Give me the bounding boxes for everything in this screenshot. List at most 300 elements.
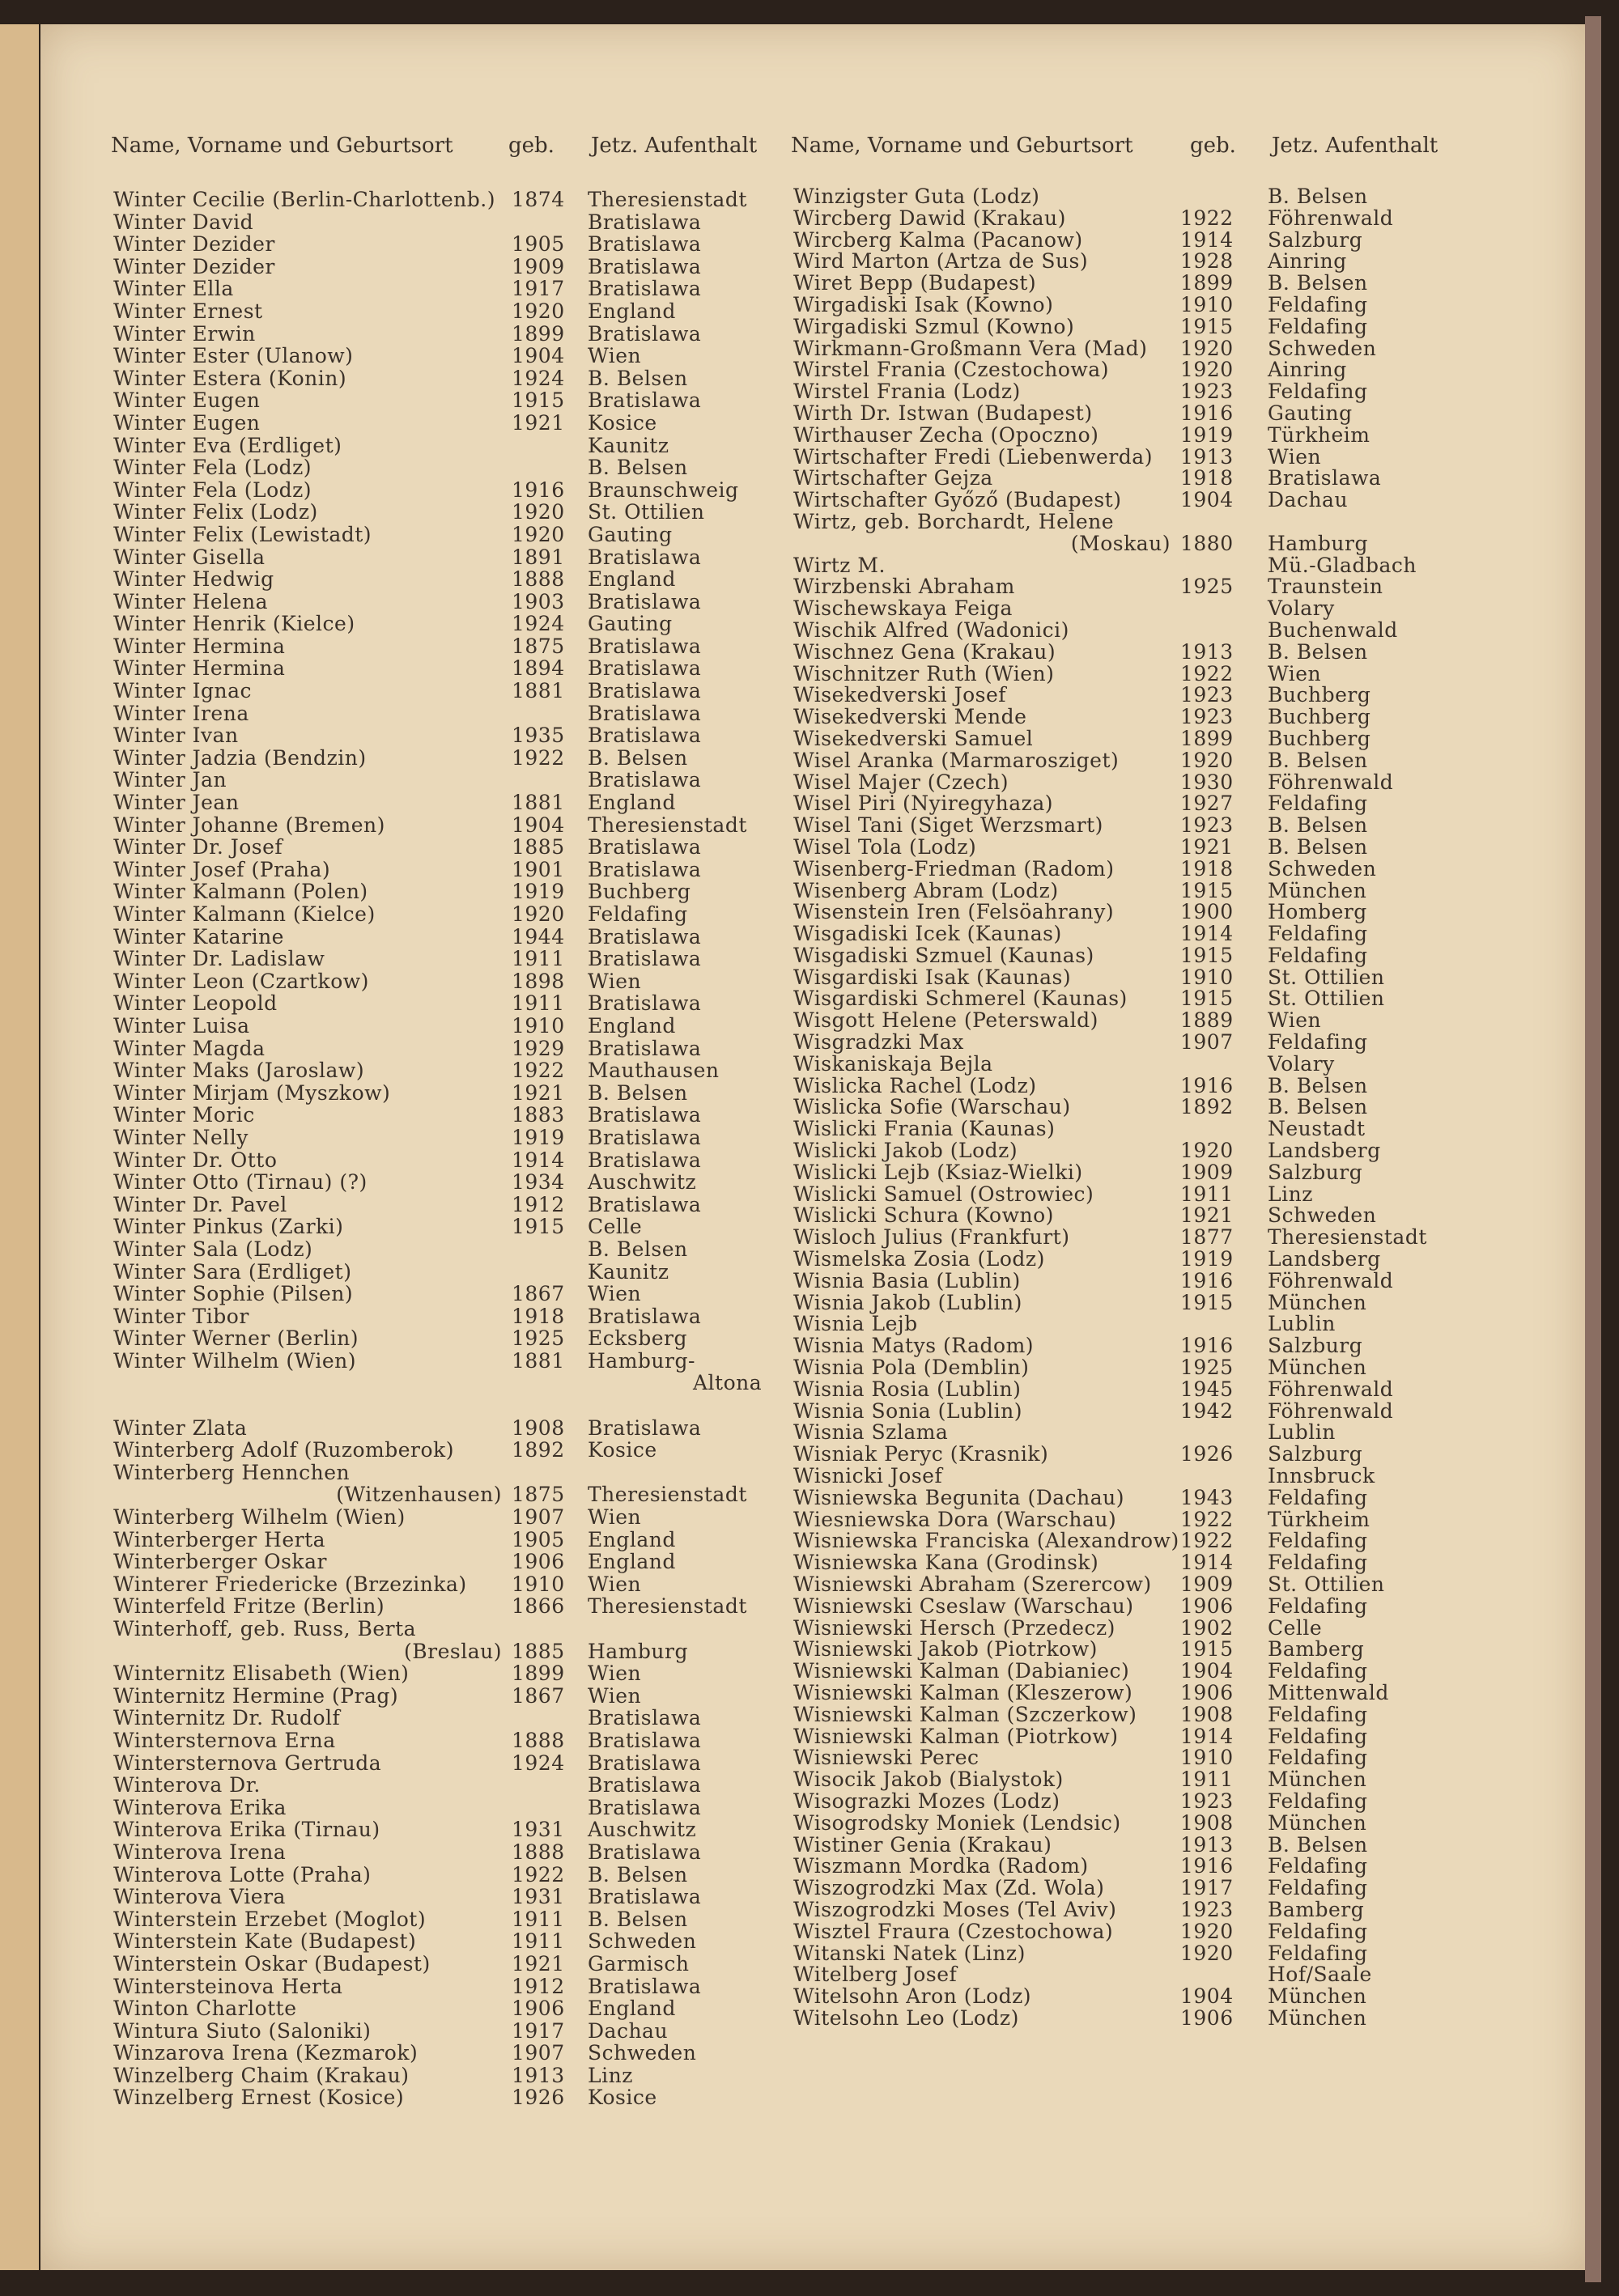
- entry-birth-year: 1911: [512, 1929, 565, 1954]
- entry-name: Wirthauser Zecha (Opoczno): [793, 422, 1099, 447]
- entry-name: Winzarova Irena (Kezmarok): [113, 2041, 419, 2065]
- entry-residence: Föhrenwald: [1268, 1268, 1394, 1292]
- entry-birth-year: 1885: [512, 1639, 565, 1663]
- entry-birth-year: 1916: [1180, 1268, 1234, 1292]
- entry-birth-year: 1920: [1180, 1919, 1234, 1943]
- entry-birth-year: 1920: [512, 522, 565, 546]
- entry-name: Wiszogrodzki Moses (Tel Aviv): [793, 1897, 1117, 1921]
- entry-birth-year: 1919: [512, 880, 565, 904]
- entry-name: Wischnitzer Ruth (Wien): [793, 661, 1055, 685]
- entry-birth-year: 1914: [1180, 1551, 1234, 1575]
- entry-name: Wisniewski Jakob (Piotrkow): [793, 1637, 1098, 1662]
- entry-residence: Bratislawa: [588, 1795, 702, 1819]
- entry-birth-year: 1923: [1180, 683, 1234, 707]
- entry-residence: Feldafing: [1268, 1876, 1368, 1900]
- entry-residence: B. Belsen: [588, 745, 688, 770]
- entry-birth-year: 1931: [512, 1885, 565, 1909]
- entry-name: Wisgadiski Szmuel (Kaunas): [793, 943, 1094, 967]
- entry-residence: Celle: [588, 1215, 643, 1239]
- entry-residence: Volary: [1268, 596, 1335, 621]
- entry-name: Winter Eugen: [113, 388, 261, 413]
- entry-name: Winter Werner (Berlin): [113, 1326, 359, 1351]
- entry-residence: Garmisch: [588, 1951, 690, 1976]
- entry-birth-year: 1912: [512, 1192, 565, 1216]
- entry-birth-year: 1913: [1180, 1832, 1234, 1857]
- entry-residence: Dachau: [1268, 488, 1349, 512]
- entry-name: Wisgradzki Max: [793, 1030, 964, 1055]
- entry-birth-year: 1916: [1180, 1334, 1234, 1358]
- entry-residence: England: [588, 299, 676, 323]
- entry-name: Wird Marton (Artza de Sus): [793, 249, 1089, 274]
- entry-residence: Feldafing: [1268, 922, 1368, 946]
- entry-birth-year: 1908: [1180, 1702, 1234, 1726]
- entry-birth-year: 1926: [512, 2086, 565, 2110]
- entry-residence: Wien: [588, 1683, 642, 1708]
- entry-residence: Bratislawa: [588, 857, 702, 881]
- entry-name: Winter Cecilie (Berlin-Charlottenb.): [113, 188, 495, 211]
- entry-birth-year: 1920: [512, 500, 565, 524]
- entry-birth-year: 1881: [512, 679, 565, 703]
- entry-name: Wisnia Lejb: [793, 1312, 918, 1336]
- entry-residence: München: [1268, 1810, 1367, 1835]
- entry-residence: Theresienstadt: [588, 1483, 747, 1507]
- entry-birth-year: 1910: [512, 1013, 565, 1038]
- entry-birth-year: 1930: [1180, 770, 1234, 794]
- entry-residence: München: [1268, 1984, 1367, 2009]
- entry-birth-year: 1924: [512, 1751, 565, 1775]
- entry-name: Wisekedverski Mende: [793, 705, 1027, 729]
- entry-residence: B. Belsen: [1268, 834, 1368, 859]
- entry-residence: Schweden: [1268, 1203, 1377, 1228]
- previous-page-edge: [0, 24, 39, 2270]
- entry-name: Wircberg Dawid (Krakau): [793, 206, 1066, 230]
- entry-birth-year: 1931: [512, 1818, 565, 1842]
- entry-name: Winzigster Guta (Lodz): [793, 185, 1040, 208]
- entry-birth-year: 1915: [1180, 878, 1234, 902]
- entry-residence: Salzburg: [1268, 227, 1363, 252]
- entry-name: Winter Ester (Ulanow): [113, 344, 354, 368]
- entry-birth-year: 1904: [512, 344, 565, 368]
- entry-name: Wirtz M.: [793, 553, 886, 577]
- entry-birth-year: 1920: [1180, 336, 1234, 360]
- entry-birth-year: 1926: [1180, 1442, 1234, 1466]
- entry-residence: Bratislawa: [588, 701, 702, 725]
- entry-residence: B. Belsen: [1268, 185, 1368, 208]
- entry-name: Wirtschafter Fredi (Liebenwerda): [793, 444, 1153, 469]
- entry-residence: Bratislawa: [588, 1103, 702, 1127]
- entry-name: Winterstein Kate (Budapest): [113, 1929, 417, 1954]
- entry-residence: Feldafing: [1268, 1789, 1368, 1813]
- entry-birth-year: 1911: [1180, 1182, 1234, 1206]
- entry-residence: Wien: [588, 344, 642, 368]
- entry-birth-year: 1913: [1180, 639, 1234, 664]
- entry-name: Witelsohn Aron (Lodz): [793, 1984, 1032, 2009]
- entry-residence: Theresienstadt: [588, 1594, 747, 1619]
- entry-residence: Wien: [588, 1282, 642, 1306]
- entry-name: Winter Wilhelm (Wien): [113, 1348, 357, 1373]
- entry-residence: B. Belsen: [588, 456, 688, 480]
- entry-birth-year: 1919: [512, 1125, 565, 1149]
- entry-residence: Hamburg-: [588, 1348, 695, 1373]
- entry-residence: Gauting: [588, 612, 673, 636]
- entry-residence: St. Ottilien: [1268, 965, 1385, 989]
- entry-name: Wircberg Kalma (Pacanow): [793, 227, 1083, 252]
- entry-name: Wisniak Peryc (Krasnik): [793, 1442, 1049, 1466]
- entry-name: Winterova Viera: [113, 1885, 286, 1909]
- entry-residence: Kaunitz: [588, 433, 669, 457]
- entry-residence: Bamberg: [1268, 1897, 1365, 1921]
- entry-name: Wirgadiski Szmul (Kowno): [793, 314, 1075, 338]
- entry-residence: München: [1268, 878, 1367, 902]
- entry-birth-year: 1881: [512, 1348, 565, 1373]
- entry-birth-year: 1912: [512, 1974, 565, 1998]
- entry-name: Winzelberg Ernest (Kosice): [113, 2086, 405, 2110]
- entry-name: Winter Leopold: [113, 991, 278, 1016]
- entry-birth-year: 1921: [1180, 834, 1234, 859]
- entry-residence: Föhrenwald: [1268, 1398, 1394, 1423]
- entry-residence: Bratislawa: [588, 277, 702, 301]
- entry-name: Wirth Dr. Istwan (Budapest): [793, 401, 1093, 425]
- entry-birth-year: 1907: [512, 1505, 565, 1530]
- entry-residence: B. Belsen: [1268, 639, 1368, 664]
- entry-name: Wiskaniskaja Bejla: [793, 1051, 993, 1076]
- entry-name-continuation: (Witzenhausen): [336, 1483, 502, 1507]
- entry-birth-year: 1907: [512, 2041, 565, 2065]
- entry-residence: Linz: [588, 2063, 633, 2087]
- entry-birth-year: 1908: [1180, 1810, 1234, 1835]
- entry-name: Wisniewski Kalman (Piotrkow): [793, 1724, 1119, 1748]
- entry-residence: B. Belsen: [588, 1862, 688, 1886]
- entry-residence: Buchberg: [1268, 726, 1371, 750]
- entry-name: Wisniewski Kalman (Kleszerow): [793, 1680, 1133, 1704]
- entry-birth-year: 1906: [512, 1997, 565, 2021]
- entry-name: Wisniewski Abraham (Szerercow): [793, 1572, 1152, 1596]
- entry-residence: B. Belsen: [1268, 271, 1368, 295]
- entry-name: Winter Dr. Otto: [113, 1148, 278, 1172]
- entry-residence: Feldafing: [1268, 1030, 1368, 1055]
- entry-name: Wisnia Matys (Radom): [793, 1334, 1035, 1358]
- entry-name: Winter Dr. Josef: [113, 835, 283, 859]
- entry-name: Wislicki Samuel (Ostrowiec): [793, 1182, 1094, 1206]
- entry-residence: Feldafing: [1268, 943, 1368, 967]
- entry-residence: Wien: [588, 969, 642, 993]
- entry-residence: Schweden: [1268, 336, 1377, 360]
- entry-birth-year: 1935: [512, 724, 565, 748]
- entry-name: Winzelberg Chaim (Krakau): [113, 2063, 410, 2087]
- entry-name: Wisograzki Mozes (Lodz): [793, 1789, 1060, 1813]
- entry-birth-year: 1891: [512, 545, 565, 569]
- entry-residence: Salzburg: [1268, 1160, 1363, 1184]
- entry-residence: Bamberg: [1268, 1637, 1365, 1662]
- entry-residence: B. Belsen: [1268, 813, 1368, 838]
- entry-residence: Traunstein: [1268, 575, 1383, 599]
- entry-residence: B. Belsen: [1268, 1073, 1368, 1097]
- entry-residence: Schweden: [1268, 856, 1377, 881]
- entry-residence: Bratislawa: [588, 835, 702, 859]
- entry-birth-year: 1899: [512, 1662, 565, 1686]
- entry-residence: Bratislawa: [588, 545, 702, 569]
- entry-name: Winter Ernest: [113, 299, 263, 323]
- entry-birth-year: 1920: [1180, 1139, 1234, 1163]
- entry-birth-year: 1916: [512, 477, 565, 502]
- entry-name: Winter Felix (Lodz): [113, 500, 318, 524]
- entry-residence: Bratislawa: [588, 1036, 702, 1060]
- entry-residence: Bratislawa: [588, 991, 702, 1016]
- entry-birth-year: 1909: [512, 254, 565, 278]
- entry-birth-year: 1921: [512, 410, 565, 435]
- entry-residence: B. Belsen: [588, 366, 688, 390]
- entry-birth-year: 1905: [512, 1527, 565, 1551]
- entry-name: Winter Jean: [113, 791, 240, 815]
- entry-birth-year: 1917: [1180, 1876, 1234, 1900]
- entry-residence: Gauting: [1268, 401, 1353, 425]
- entry-residence: Bratislawa: [588, 1125, 702, 1149]
- entry-name: Winter Sala (Lodz): [113, 1237, 313, 1261]
- entry-birth-year: 1918: [512, 1304, 565, 1328]
- entry-birth-year: 1901: [512, 857, 565, 881]
- entry-name: Wisniewski Perec: [793, 1746, 979, 1770]
- entry-name: Wisnia Szlama: [793, 1420, 949, 1445]
- entry-name: Wisnicki Josef: [793, 1464, 943, 1488]
- entry-name: Wiesniewska Dora (Warschau): [793, 1507, 1117, 1531]
- entry-birth-year: 1866: [512, 1594, 565, 1619]
- entry-residence: Mauthausen: [588, 1059, 720, 1083]
- entry-name: Wisniewski Kalman (Dabianiec): [793, 1659, 1130, 1683]
- entry-name: Wisocik Jakob (Bialystok): [793, 1768, 1064, 1792]
- header-year: geb.: [1190, 134, 1236, 158]
- entry-birth-year: 1923: [1180, 1789, 1234, 1813]
- entry-residence: Feldafing: [1268, 1594, 1368, 1618]
- entry-name: Winter Kalmann (Polen): [113, 880, 368, 904]
- entry-birth-year: 1910: [1180, 965, 1234, 989]
- entry-residence: Feldafing: [1268, 792, 1368, 816]
- entry-birth-year: 1892: [512, 1438, 565, 1462]
- entry-name: Winter Luisa: [113, 1013, 250, 1038]
- entry-residence: England: [588, 1997, 676, 2021]
- entry-birth-year: 1900: [1180, 900, 1234, 924]
- entry-name: Winter Fela (Lodz): [113, 456, 312, 480]
- entry-name: Winter Fela (Lodz): [113, 477, 312, 502]
- entry-name: Witelsohn Leo (Lodz): [793, 2005, 1019, 2030]
- entry-birth-year: 1918: [1180, 856, 1234, 881]
- entry-name: Winter Mirjam (Myszkow): [113, 1080, 391, 1105]
- entry-birth-year: 1911: [512, 991, 565, 1016]
- entry-birth-year: 1911: [512, 1907, 565, 1931]
- entry-birth-year: 1920: [512, 299, 565, 323]
- entry-birth-year: 1924: [512, 612, 565, 636]
- entry-residence: England: [588, 567, 676, 592]
- entry-name: Wisniewski Cseslaw (Warschau): [793, 1594, 1134, 1618]
- entry-name: Winter Moric: [113, 1103, 255, 1127]
- entry-birth-year: 1910: [1180, 292, 1234, 316]
- entry-name: Wismelska Zosia (Lodz): [793, 1247, 1045, 1271]
- entry-residence: Kosice: [588, 1438, 657, 1462]
- entry-birth-year: 1919: [1180, 422, 1234, 447]
- entry-residence: Feldafing: [1268, 1919, 1368, 1943]
- entry-birth-year: 1914: [1180, 1724, 1234, 1748]
- entry-name: Winter Gisella: [113, 545, 266, 569]
- entry-birth-year: 1913: [1180, 444, 1234, 469]
- entry-name: Wisel Aranka (Marmarosziget): [793, 748, 1120, 772]
- entry-name: Winter Ella: [113, 277, 234, 301]
- entry-name: Winterova Irena: [113, 1840, 287, 1864]
- entry-name: Wisnia Basia (Lublin): [793, 1268, 1021, 1292]
- entry-name: Winterova Erika (Tirnau): [113, 1818, 380, 1842]
- entry-name: Winter Felix (Lewistadt): [113, 522, 372, 546]
- entry-name: Winterova Lotte (Praha): [113, 1862, 372, 1886]
- entry-residence: Ainring: [1268, 249, 1347, 274]
- entry-name-continuation: (Breslau): [404, 1639, 502, 1663]
- entry-birth-year: 1916: [1180, 401, 1234, 425]
- entry-residence: Wien: [588, 1662, 642, 1686]
- entry-residence: Schweden: [588, 2041, 697, 2065]
- entry-residence: Föhrenwald: [1268, 770, 1394, 794]
- header-place: Jetz. Aufenthalt: [1272, 134, 1438, 158]
- entry-residence: München: [1268, 1290, 1367, 1314]
- entry-name: Winternitz Hermine (Prag): [113, 1683, 399, 1708]
- entry-residence: England: [588, 1527, 676, 1551]
- entry-birth-year: 1899: [1180, 726, 1234, 750]
- entry-birth-year: 1906: [512, 1550, 565, 1574]
- entry-name: Wisnia Pola (Demblin): [793, 1356, 1030, 1380]
- entry-birth-year: 1921: [512, 1080, 565, 1105]
- entry-name: Wintersternova Gertruda: [113, 1751, 382, 1775]
- entry-residence: Gauting: [588, 522, 673, 546]
- entry-name: Winter Pinkus (Zarki): [113, 1215, 344, 1239]
- entry-birth-year: 1921: [512, 1951, 565, 1976]
- entry-name: Wislicki Jakob (Lodz): [793, 1139, 1018, 1163]
- entry-name: Winter Leon (Czartkow): [113, 969, 369, 993]
- entry-birth-year: 1915: [1180, 943, 1234, 967]
- entry-name: Winter Helena: [113, 589, 268, 613]
- entry-name: Winter Maks (Jaroslaw): [113, 1059, 365, 1083]
- entry-residence: Feldafing: [588, 902, 688, 926]
- entry-birth-year: 1904: [1180, 1659, 1234, 1683]
- entry-name: Wisniewska Kana (Grodinsk): [793, 1551, 1099, 1575]
- entry-name: Wirkmann-Großmann Vera (Mad): [793, 336, 1148, 360]
- entry-residence: Bratislawa: [588, 254, 702, 278]
- entry-residence: B. Belsen: [1268, 748, 1368, 772]
- entry-residence: Bratislawa: [588, 679, 702, 703]
- entry-residence: Bratislawa: [588, 589, 702, 613]
- entry-name: Winter Hermina: [113, 634, 286, 658]
- entry-residence: Braunschweig: [588, 477, 739, 502]
- entry-birth-year: 1922: [512, 1862, 565, 1886]
- entry-name: Wisnia Sonia (Lublin): [793, 1398, 1022, 1423]
- entry-residence: Landsberg: [1268, 1247, 1381, 1271]
- entry-name: Wisztel Fraura (Czestochowa): [793, 1919, 1114, 1943]
- header-year: geb.: [508, 134, 555, 158]
- entry-name: Winterova Erika: [113, 1795, 287, 1819]
- entry-birth-year: 1867: [512, 1683, 565, 1708]
- entry-residence: B. Belsen: [1268, 1095, 1368, 1119]
- entry-residence: München: [1268, 1768, 1367, 1792]
- entry-residence: Neustadt: [1268, 1117, 1366, 1141]
- entry-name: Winter Katarine: [113, 924, 284, 949]
- entry-residence: Mü.-Gladbach: [1268, 553, 1417, 577]
- entry-birth-year: 1867: [512, 1282, 565, 1306]
- entry-name: Winter Sara (Erdliget): [113, 1259, 352, 1284]
- entry-name: Wirtschafter Gejza: [793, 466, 993, 490]
- entry-residence: Feldafing: [1268, 380, 1368, 404]
- entry-birth-year: 1892: [1180, 1095, 1234, 1119]
- entry-name: Wisogrodsky Moniek (Lendsic): [793, 1810, 1121, 1835]
- entry-name: Wischik Alfred (Wadonici): [793, 618, 1069, 642]
- entry-residence: Wien: [588, 1505, 642, 1530]
- entry-birth-year: 1883: [512, 1103, 565, 1127]
- entry-residence: Schweden: [588, 1929, 697, 1954]
- entry-name: Winterstein Erzebet (Moglot): [113, 1907, 427, 1931]
- entry-name: Winter Dr. Ladislaw: [113, 947, 325, 971]
- entry-name: Wischnez Gena (Krakau): [793, 639, 1056, 664]
- entry-residence: Hamburg: [1268, 531, 1368, 555]
- entry-birth-year: 1877: [1180, 1225, 1234, 1250]
- entry-residence: Linz: [1268, 1182, 1313, 1206]
- entry-residence: Buchberg: [1268, 683, 1371, 707]
- entry-name: Winter Erwin: [113, 321, 256, 346]
- entry-residence: Bratislawa: [588, 1728, 702, 1752]
- entry-residence: Hamburg: [588, 1639, 688, 1663]
- entry-birth-year: 1920: [1180, 358, 1234, 382]
- entry-residence: Feldafing: [1268, 1551, 1368, 1575]
- entry-residence: Bratislawa: [588, 724, 702, 748]
- entry-residence: B. Belsen: [1268, 1832, 1368, 1857]
- entry-residence: Feldafing: [1268, 1746, 1368, 1770]
- entry-birth-year: 1888: [512, 567, 565, 592]
- entry-name: Wistiner Genia (Krakau): [793, 1832, 1052, 1857]
- entry-birth-year: 1904: [512, 813, 565, 837]
- entry-birth-year: 1907: [1180, 1030, 1234, 1055]
- entry-residence: Feldafing: [1268, 1941, 1368, 1965]
- entry-birth-year: 1920: [512, 902, 565, 926]
- entry-residence: B. Belsen: [588, 1080, 688, 1105]
- entry-residence: Türkheim: [1268, 422, 1370, 447]
- entry-name: Wislicka Rachel (Lodz): [793, 1073, 1037, 1097]
- entry-residence: B. Belsen: [588, 1907, 688, 1931]
- entry-name: Wisniewska Begunita (Dachau): [793, 1485, 1125, 1509]
- entry-name: Winter Hermina: [113, 656, 286, 681]
- entry-birth-year: 1915: [1180, 1290, 1234, 1314]
- entry-residence: Salzburg: [1268, 1442, 1363, 1466]
- entry-name: Wisgadiski Icek (Kaunas): [793, 922, 1062, 946]
- entry-residence: Kosice: [588, 2086, 657, 2110]
- entry-name: Winterstein Oskar (Budapest): [113, 1951, 431, 1976]
- header-place: Jetz. Aufenthalt: [591, 134, 758, 158]
- entry-name: Witanski Natek (Linz): [793, 1941, 1026, 1965]
- entry-birth-year: 1917: [512, 277, 565, 301]
- entry-residence: Volary: [1268, 1051, 1335, 1076]
- entry-residence: Bratislawa: [588, 1706, 702, 1730]
- entry-birth-year: 1925: [512, 1326, 565, 1351]
- entry-name: Wisekedverski Josef: [793, 683, 1007, 707]
- entry-name: Wisniewski Kalman (Szczerkow): [793, 1702, 1137, 1726]
- entry-residence: Bratislawa: [588, 634, 702, 658]
- entry-residence: Auschwitz: [588, 1818, 697, 1842]
- entry-name: Winter Kalmann (Kielce): [113, 902, 376, 926]
- entry-residence: Bratislawa: [588, 1885, 702, 1909]
- entry-residence: Ainring: [1268, 358, 1347, 382]
- entry-name: Wisel Tola (Lodz): [793, 834, 977, 859]
- entry-birth-year: 1919: [1180, 1247, 1234, 1271]
- entry-name: Winternitz Dr. Rudolf: [113, 1706, 341, 1730]
- entry-name: Wisenberg Abram (Lodz): [793, 878, 1059, 902]
- entry-residence: Feldafing: [1268, 1659, 1368, 1683]
- entry-residence: Bratislawa: [588, 768, 702, 792]
- entry-residence: Bratislawa: [588, 321, 702, 346]
- entry-name: Wirstel Frania (Lodz): [793, 380, 1021, 404]
- entry-name: Witelberg Josef: [793, 1963, 958, 1987]
- entry-birth-year: 1898: [512, 969, 565, 993]
